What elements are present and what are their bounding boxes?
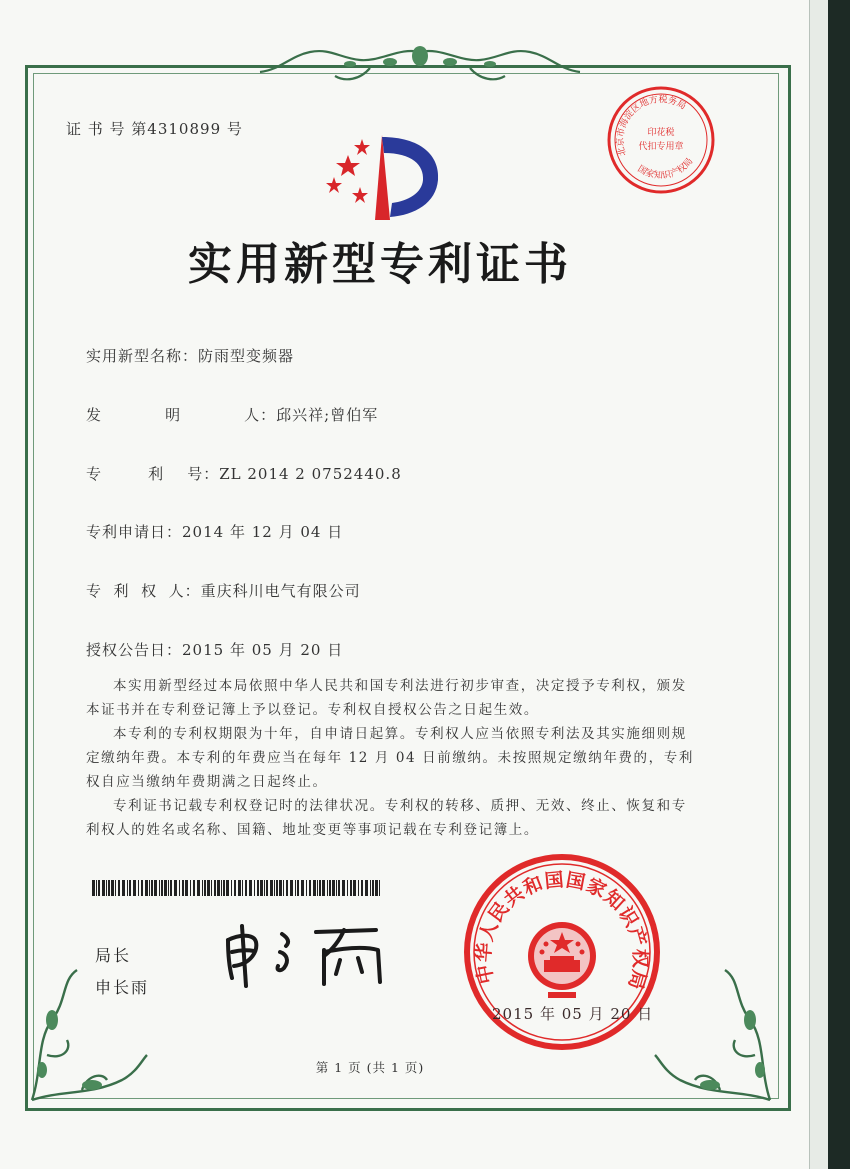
top-ornament-icon (250, 42, 590, 92)
barcode-bar (309, 880, 311, 896)
barcode-bar (254, 880, 255, 896)
barcode-bar (174, 880, 177, 896)
field-label: 专 利 号： (86, 465, 220, 483)
barcode-icon (92, 880, 382, 896)
tax-stamp (606, 85, 716, 195)
barcode-bar (193, 880, 195, 896)
page-edge (809, 0, 828, 1169)
barcode-bar (111, 880, 114, 896)
page-footer: 第 1 页 (共 1 页) (315, 1060, 425, 1075)
barcode-bar (257, 880, 259, 896)
barcode-bar (182, 880, 184, 896)
barcode-bar (133, 880, 136, 896)
barcode-bar (234, 880, 236, 896)
svg-text:国家知识产权局 (636, 156, 696, 181)
barcode-bar (149, 880, 150, 896)
barcode-bar (249, 880, 252, 896)
stamp-text: 北京市海淀区地方税务局 (615, 95, 688, 158)
barcode-bar (238, 880, 241, 896)
barcode-bar (106, 880, 107, 896)
field-value: 2015 年 05 月 20 日 (182, 641, 344, 659)
barcode-bar (274, 880, 275, 896)
field-patent-number (86, 463, 402, 484)
barcode-bar (338, 880, 340, 896)
barcode-bar (98, 880, 100, 896)
corner-ornament-right-icon (650, 960, 780, 1110)
barcode-bar (270, 880, 273, 896)
seal-date: 2015 年 05 月 20 日 (492, 1005, 654, 1023)
barcode-bar (161, 880, 163, 896)
barcode-bar (313, 880, 316, 896)
barcode-bar (347, 880, 348, 896)
barcode-bar (231, 880, 232, 896)
barcode-bar (379, 880, 380, 896)
barcode-bar (96, 880, 97, 896)
barcode-bar (260, 880, 263, 896)
barcode-bar (290, 880, 293, 896)
barcode-bar (197, 880, 200, 896)
field-value: 防雨型变频器 (198, 347, 295, 365)
field-value: 重庆科川电气有限公司 (200, 582, 361, 600)
barcode-bar (317, 880, 318, 896)
barcode-bar (372, 880, 374, 896)
barcode-bar (322, 880, 325, 896)
field-label: 实用新型名称： (86, 347, 199, 365)
stamp-inner-line: 代扣专用章 (638, 142, 684, 152)
barcode-bar (375, 880, 378, 896)
stamp-bottom-text: 国家知识产权局 (635, 156, 696, 182)
field-label: 专 利 权 人： (86, 582, 201, 600)
field-value: ZL 2014 2 0752440.8 (219, 465, 402, 483)
barcode-bar (129, 880, 131, 896)
barcode-bar (202, 880, 203, 896)
barcode-bar (164, 880, 167, 896)
barcode-bar (365, 880, 368, 896)
barcode-bar (102, 880, 105, 896)
barcode-bar (122, 880, 125, 896)
barcode-bar (185, 880, 188, 896)
field-label: 授权公告日： (86, 641, 183, 659)
barcode-bar (151, 880, 153, 896)
barcode-bar (159, 880, 160, 896)
barcode-bar (301, 880, 304, 896)
paragraph: 本专利的专利权期限为十年，自申请日起算。专利权人应当依照专利法及其实施细则规定缴纳年费。本专利的年费应当在每年 12 月 04 日前缴纳。未按照规定缴纳年费的，专利权自应当缴纳年费期满之日起终止。 (86, 726, 694, 790)
barcode-bar (350, 880, 352, 896)
barcode-bar (127, 880, 128, 896)
barcode-bar (211, 880, 212, 896)
barcode-bar (329, 880, 331, 896)
barcode-bar (221, 880, 222, 896)
barcode-bar (297, 880, 299, 896)
barcode-bar (217, 880, 220, 896)
barcode-bar (138, 880, 139, 896)
barcode-bar (92, 880, 95, 896)
barcode-bar (295, 880, 296, 896)
barcode-bar (361, 880, 363, 896)
signatory-name: 申长雨 (95, 978, 150, 997)
barcode-bar (190, 880, 191, 896)
barcode-bar (245, 880, 247, 896)
national-emblem-icon (528, 922, 596, 998)
field-patentee (86, 580, 361, 601)
barcode-bar (226, 880, 229, 896)
barcode-bar (141, 880, 143, 896)
certificate-title: 实用新型专利证书 (188, 239, 572, 290)
field-label: 发 明 人： (86, 406, 277, 424)
barcode-bar (332, 880, 335, 896)
field-value: 邱兴祥;曾伯军 (276, 406, 379, 424)
barcode-bar (242, 880, 243, 896)
field-grant-date (86, 639, 343, 660)
barcode-bar (279, 880, 282, 896)
barcode-bar (286, 880, 288, 896)
barcode-bar (168, 880, 169, 896)
barcode-bar (214, 880, 216, 896)
barcode-bar (108, 880, 110, 896)
field-inventor (86, 404, 378, 425)
barcode-bar (266, 880, 268, 896)
barcode-bar (370, 880, 371, 896)
barcode-bar (327, 880, 328, 896)
paragraph: 本实用新型经过本局依照中华人民共和国专利法进行初步审查，决定授予专利权，颁发本证书并在专利登记簿上予以登记。专利权自授权公告之日起生效。 (86, 678, 687, 718)
barcode-bar (276, 880, 278, 896)
barcode-bar (283, 880, 284, 896)
barcode-bar (118, 880, 120, 896)
body-text (86, 674, 696, 842)
signature-icon (220, 920, 400, 990)
barcode-bar (115, 880, 116, 896)
patent-office-logo-icon (320, 125, 450, 225)
stamp-inner-line: 印花税 (647, 128, 675, 138)
barcode-bar (207, 880, 210, 896)
field-value: 2014 年 12 月 04 日 (182, 523, 344, 541)
barcode-bar (204, 880, 206, 896)
signatory-title: 局长 (95, 946, 132, 965)
paragraph: 专利证书记载专利权登记时的法律状况。专利权的转移、质押、无效、终止、恢复和专利权人的姓名或名称、国籍、地址变更等事项记载在专利登记簿上。 (86, 798, 687, 838)
barcode-bar (264, 880, 265, 896)
field-utility-name (86, 345, 294, 366)
barcode-bar (170, 880, 172, 896)
barcode-bar (145, 880, 148, 896)
seal-text: 中华人民共和国国家知识产权局 (472, 868, 652, 993)
barcode-bar (179, 880, 180, 896)
binding-edge (828, 0, 850, 1169)
barcode-bar (306, 880, 307, 896)
barcode-bar (358, 880, 359, 896)
barcode-bar (154, 880, 157, 896)
barcode-bar (342, 880, 345, 896)
barcode-bar (223, 880, 225, 896)
barcode-bar (353, 880, 356, 896)
barcode-bar (319, 880, 321, 896)
field-label: 专利申请日： (86, 523, 183, 541)
barcode-bar (336, 880, 337, 896)
certificate-number: 证 书 号 第4310899 号 (66, 120, 243, 138)
field-application-date (86, 521, 343, 542)
